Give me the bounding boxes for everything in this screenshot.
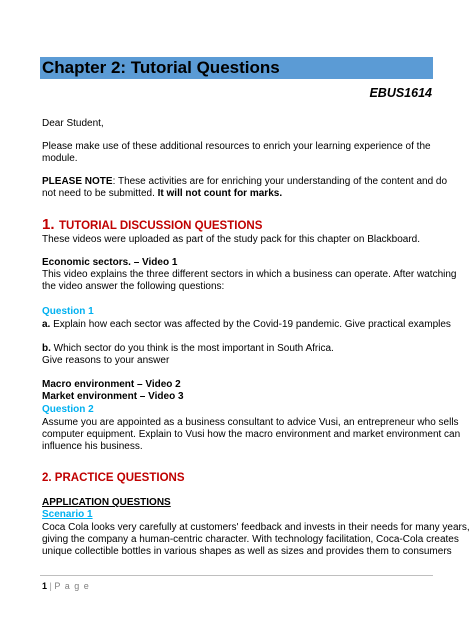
section-1-number: 1. bbox=[42, 216, 55, 233]
page-number: 1 bbox=[42, 581, 48, 591]
footer-divider bbox=[40, 575, 433, 576]
note-line-2 bbox=[42, 188, 282, 200]
application-questions-heading: APPLICATION QUESTIONS bbox=[42, 497, 171, 508]
question-1a-text: Explain how each sector was affected by the Covid-19 pandemic. Give practical examples bbox=[50, 319, 451, 330]
question-1a-prefix: a. bbox=[42, 319, 51, 330]
course-code: EBUS1614 bbox=[369, 86, 432, 100]
note-line-1 bbox=[42, 176, 447, 188]
note-emphasis: It will not count for marks. bbox=[157, 188, 283, 199]
video-3-heading: Market environment – Video 3 bbox=[42, 391, 184, 402]
question-2-label: Question 2 bbox=[42, 404, 94, 415]
section-1-title: TUTORIAL DISCUSSION QUESTIONS bbox=[58, 220, 263, 232]
question-1-label: Question 1 bbox=[42, 306, 94, 317]
question-1b-text: Which sector do you think is the most important in South Africa. bbox=[50, 343, 334, 354]
video-1-desc-1: This video explains the three different sectors in which a business can operate. After watching bbox=[42, 269, 457, 280]
video-1-heading: Economic sectors. – Video 1 bbox=[42, 257, 178, 268]
question-2-line-1: Assume you are appointed as a business consultant to advice Vusi, an entrepreneur who sells bbox=[42, 417, 459, 428]
question-1b-text-2: Give reasons to your answer bbox=[42, 355, 170, 366]
note-text-2: not need to be submitted. bbox=[42, 188, 158, 199]
question-1a bbox=[42, 319, 451, 331]
question-1b-prefix: b. bbox=[42, 343, 51, 354]
footer-separator: | bbox=[49, 581, 52, 591]
page-title: Chapter 2: Tutorial Questions bbox=[42, 58, 280, 77]
section-1-heading bbox=[42, 216, 262, 234]
scenario-1-line-3: unique collectible bottles in various shapes as well as sizes and provides them to consumers bbox=[42, 546, 452, 557]
section-2-title: 2. PRACTICE QUESTIONS bbox=[42, 472, 185, 484]
scenario-1-line-2: giving the company a human-centric character. With technology facilitation, Coca-Cola creates bbox=[42, 534, 459, 545]
scenario-1-label: Scenario 1 bbox=[42, 509, 93, 520]
note-text-1: : These activities are for enriching your understanding of the content and do bbox=[112, 176, 448, 187]
scenario-1-line-1: Coca Cola looks very carefully at customers' feedback and invests in their needs for many years, bbox=[42, 522, 470, 533]
video-2-heading: Macro environment – Video 2 bbox=[42, 379, 181, 390]
intro-line-1: Please make use of these additional resources to enrich your learning experience of the bbox=[42, 141, 431, 152]
page-label: P a g e bbox=[54, 581, 90, 591]
page-footer bbox=[42, 581, 90, 592]
video-1-desc-2: the video answer the following questions: bbox=[42, 281, 225, 292]
question-1b bbox=[42, 343, 334, 355]
question-2-line-3: influence his business. bbox=[42, 441, 143, 452]
note-label: PLEASE NOTE bbox=[42, 176, 113, 187]
intro-line-2: module. bbox=[42, 153, 78, 164]
question-2-line-2: computer equipment. Explain to Vusi how the macro environment and market environment can bbox=[42, 429, 461, 440]
section-2-heading bbox=[42, 468, 185, 486]
section-1-intro: These videos were uploaded as part of the study pack for this chapter on Blackboard. bbox=[42, 234, 420, 245]
greeting: Dear Student, bbox=[42, 118, 104, 129]
